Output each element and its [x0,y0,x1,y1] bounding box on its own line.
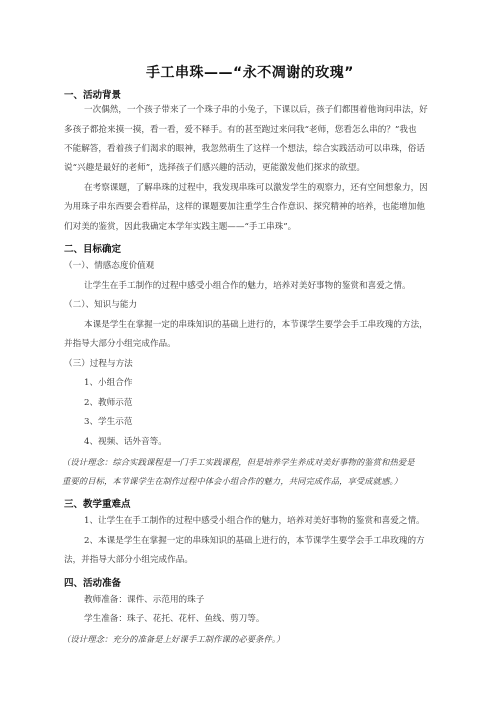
document-title: 手工串珠——“永不凋谢的玫瑰” [146,65,354,81]
paragraph-line: 并指导大部分小组完成作品。 [64,339,176,349]
list-item: 4、视频、话外音等。 [84,437,167,447]
design-note-line: （设计理念：充分的准备是上好课手工制作课的必要条件。） [62,634,285,644]
section-heading-goals: 二、目标确定 [64,244,122,255]
paragraph-line: 说“兴趣是最好的老师”，选择孩子们感兴趣的活动，更能激发他们探求的欲望。 [64,163,365,173]
paragraph-line: 多孩子都抢来摸一摸，看一看，爱不释手。有的甚至跑过来问我“老师，您看怎么串的？”我也 [64,125,417,135]
list-item: 3、学生示范 [84,417,133,427]
paragraph-line: 学生准备：珠子、花托、花杆、鱼线、剪刀等。 [84,614,265,624]
list-item: 1、小组合作 [84,378,133,388]
paragraph-line: 让学生在手工制作的过程中感受小组合作的魅力，培养对美好事物的鉴赏和喜爱之情。 [84,281,411,291]
paragraph-line: 不能解答，看着孩子们渴求的眼神，我忽然萌生了这样一个想法，综合实践活动可以串珠，俗话 [64,144,425,154]
paragraph-line: 2、本课是学生在掌握一定的串珠知识的基础上进行的，本节课学生要学会手工串玫瑰的方 [84,536,425,546]
paragraph-line: 本课是学生在掌握一定的串珠知识的基础上进行的，本节课学生要学会手工串玫瑰的方法， [84,320,428,330]
paragraph-line: 在考察课题，了解串珠的过程中，我发现串珠可以激发学生的观察力，还有空间想象力，因 [84,183,428,193]
section-heading-preparation: 四、活动准备 [64,578,122,589]
design-note-line: （设计理念：综合实践课程是一门手工实践课程，但是培养学生养成对美好事物的鉴赏和热爱是 [62,457,415,467]
paragraph-line: 教师准备：课件、示范用的珠子 [84,595,205,605]
section-heading-key-points: 三、教学重难点 [64,499,131,510]
paragraph-line: 一次偶然，一个孩子带来了一个珠子串的小兔子，下课以后，孩子们都围着他询问串法，好 [84,105,428,115]
paragraph-line: 们对美的鉴赏，因此我确定本学年实践主题——“手工串珠”。 [64,222,297,232]
paragraph-line: 1、让学生在手工制作的过程中感受小组合作的魅力，培养对美好事物的鉴赏和喜爱之情。 [84,516,425,526]
subsection-heading: （二）、知识与能力 [64,300,138,310]
paragraph-line: 为用珠子串东西要会看样品，这样的课题要加注重学生合作意识、探究精神的培养，也能增加他 [64,202,425,212]
subsection-heading: （三）过程与方法 [64,359,133,369]
list-item: 2、教师示范 [84,398,133,408]
section-heading-background: 一、活动背景 [64,90,122,101]
paragraph-line: 法，并指导大部分小组完成作品。 [64,555,193,565]
design-note-line: 重要的目标，本节课学生在制作过程中体会小组合作的魅力，共同完成作品，享受成就感。） [62,476,403,486]
subsection-heading: （一）、情感态度价值观 [64,261,155,271]
